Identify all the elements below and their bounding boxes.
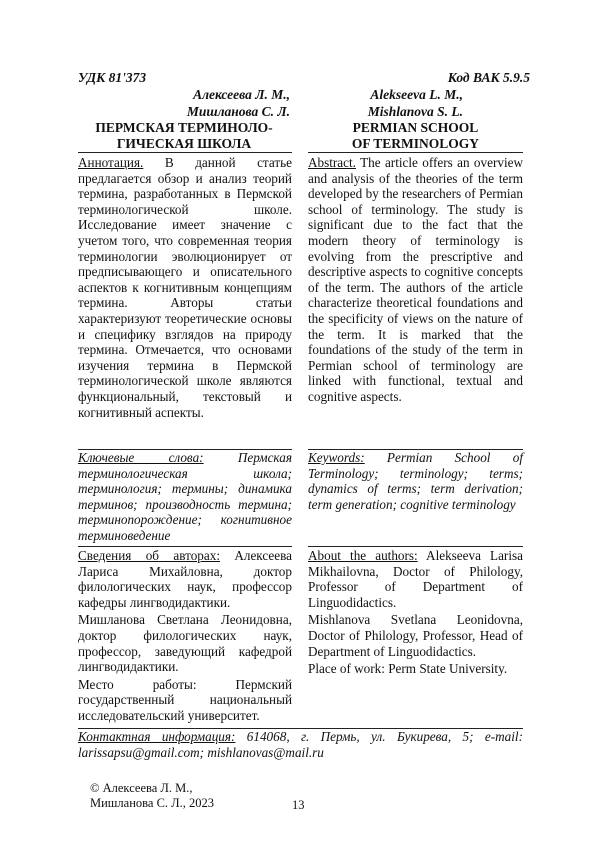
authors-en-p3: Place of work: Perm State University. — [308, 661, 508, 677]
ru-author-2: Мишланова С. Л. — [186, 104, 290, 119]
authors-ru-p3: Место работы: Пермский государственный национальный исследовательский университет. — [78, 676, 292, 723]
abstract-en — [308, 155, 523, 405]
divider-keywords-ru — [78, 546, 292, 547]
abstract-ru-label: Аннотация. — [78, 155, 144, 170]
ru-author-1: Алексеева Л. М., — [193, 87, 290, 102]
copyright-line-1: © Алексеева Л. М., — [90, 781, 193, 795]
copyright-line-2: Мишланова С. Л., 2023 — [90, 796, 215, 810]
authors-ru-p1 — [78, 548, 292, 610]
contact-text: 614068, г. Пермь, ул. Букирева, 5; e-mail: larissapsu@gmail.com; mishlanovas@mail.ru — [78, 729, 523, 760]
vak-code: Код ВАК 5.9.5 — [447, 70, 530, 85]
copyright — [90, 781, 214, 811]
authors-en-p1 — [308, 548, 523, 610]
authors-ru-label: Сведения об авторах: — [78, 548, 220, 563]
abstract-en-label: Abstract. — [308, 155, 356, 170]
authors-en — [308, 548, 523, 677]
keywords-ru-label: Ключевые слова: — [78, 450, 204, 465]
abstract-ru — [78, 155, 292, 420]
ru-title — [78, 120, 290, 152]
abstract-en-text: The article offers an overview and analysis of the theories of the term developed by the researchers of Permian school of terminology. The study is significant due to the fact that the modern theory of terminology is evolving from the prescriptive and descriptive aspects to cognitive concepts of the term. The authors of the article characterize theoretical foundations and the specificity of views on the nature of the term. It is marked that the foundations of the study of the term in Permian school of terminology are linked with functional, textual and cognitive aspects. — [308, 155, 523, 404]
ru-authors — [78, 86, 290, 120]
divider-title-ru — [78, 152, 292, 153]
authors-ru — [78, 548, 292, 724]
udk-code: УДК 81'373 — [78, 70, 147, 85]
en-title — [308, 120, 523, 152]
authors-ru-p2: Мишланова Светлана Леонидовна, доктор филологических наук, профессор, заведующий кафедрой лингводидактики. — [78, 612, 292, 675]
keywords-ru-text: Пермская терминологическая школа; терминология; термины; динамика терминов; производность термина; терминопорождение; когнитивное терминоведение — [78, 450, 292, 543]
contact-info — [78, 729, 523, 760]
authors-ru-p1-text: Алексеева Лариса Михайловна, доктор филологических наук, профессор кафедры лингводидактики. — [78, 548, 293, 610]
en-title-line-2: OF TERMINOLOGY — [351, 136, 480, 151]
keywords-en-text: Permian School of Terminology; terminology; terms; dynamics of terms; term derivation; term generation; cognitive terminology — [308, 450, 523, 512]
en-author-2: Mishlanova S. L. — [367, 104, 463, 119]
contact-label: Контактная информация: — [78, 729, 236, 744]
keywords-en-label: Keywords: — [308, 450, 365, 465]
divider-title-en — [308, 152, 523, 153]
ru-title-line-1: ПЕРМСКАЯ ТЕРМИНОЛО- — [95, 120, 273, 135]
en-title-line-1: PERMIAN SCHOOL — [352, 120, 479, 135]
ru-title-line-2: ГИЧЕСКАЯ ШКОЛА — [116, 136, 252, 151]
divider-keywords-en — [308, 546, 523, 547]
authors-en-label: About the authors: — [308, 548, 418, 563]
authors-en-p2: Mishlanova Svetlana Leonidovna, Doctor of Philology, Professor, Head of Department of Linguodidactics. — [308, 612, 523, 659]
en-author-1: Alekseeva L. M., — [370, 87, 463, 102]
authors-en-p1-text: Alekseeva Larisa Mikhailovna, Doctor of Philology, Professor of Department of Linguodidactics. — [308, 548, 523, 610]
keywords-ru — [78, 450, 292, 544]
en-authors — [308, 86, 463, 120]
keywords-en — [308, 450, 523, 512]
abstract-ru-text: В данной статье предлагается обзор и анализ теорий термина, разработанных в Пермской терминологической школе. Исследование имеет значение с учетом того, что современная теория терминологии эволюционирует от предписывающего и описательного аспектов к когнитивным концепциям термина. Авторы статьи характеризуют теоретические основы и специфику взглядов на природу термина. Отмечается, что основами изучения термина в Пермской терминологической школе являются функциональный, текстовый и когнитивный аспекты. — [78, 155, 292, 420]
page-number: 13 — [292, 798, 305, 812]
